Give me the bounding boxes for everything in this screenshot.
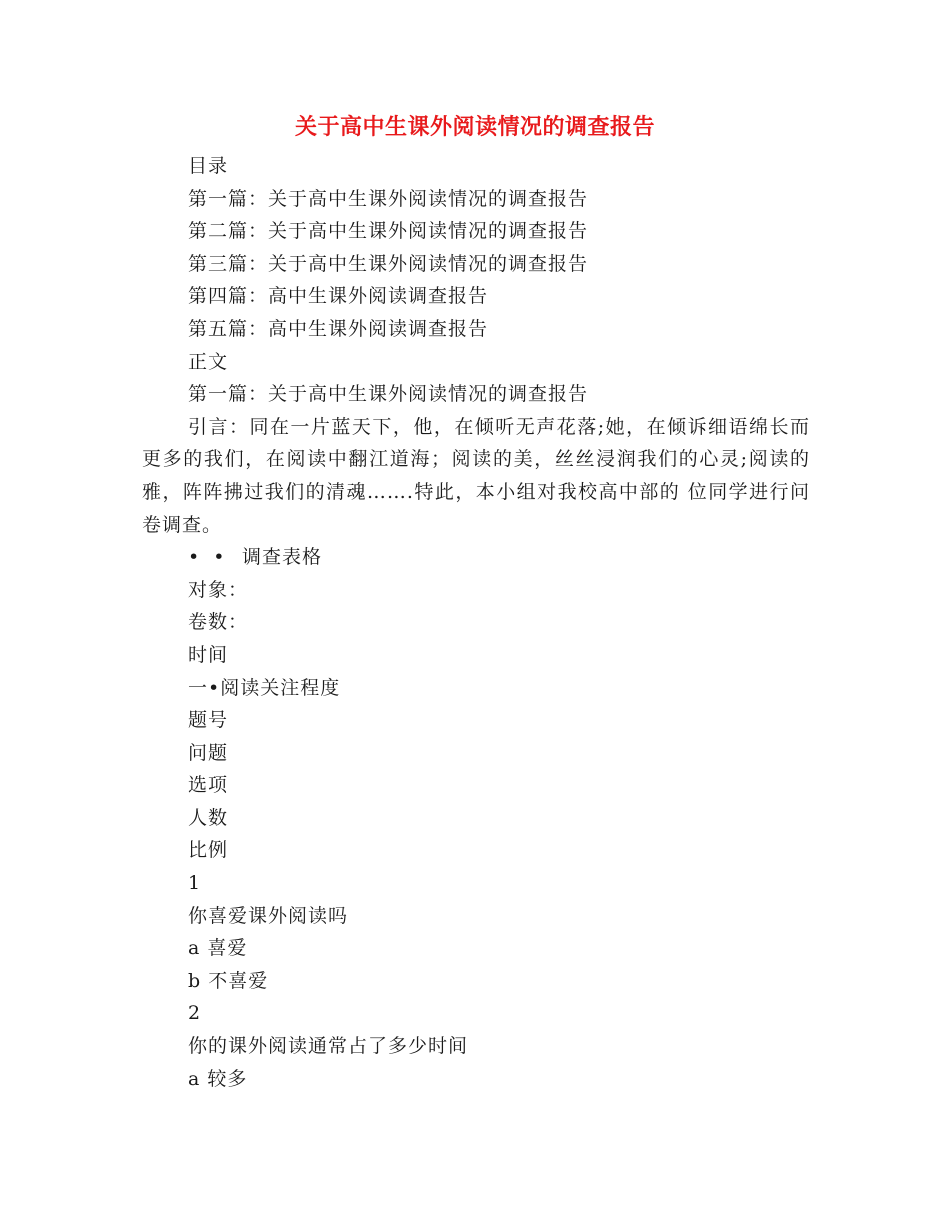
toc-item: 第三篇：关于高中生课外阅读情况的调查报告 bbox=[188, 252, 589, 275]
document-title: 关于高中生课外阅读情况的调查报告 bbox=[294, 114, 655, 140]
chapter-title: 第一篇：关于高中生课外阅读情况的调查报告 bbox=[188, 383, 589, 406]
survey-heading: 调查表格 bbox=[242, 546, 323, 569]
intro-paragraph: 引言：同在一片蓝天下，他，在倾听无声花落;她，在倾诉细语绵长而更多的我们，在阅读中翻江道海；阅读的美，丝丝浸润我们的心灵;阅读的雅，阵阵拂过我们的清魂…….特此，本小组对我校高中部的 位同学进行问卷调查。 bbox=[142, 415, 810, 536]
toc-heading: 目录 bbox=[188, 155, 229, 177]
question-option: a 较多 bbox=[188, 1067, 248, 1090]
question-option: a 喜爱 bbox=[188, 937, 248, 960]
table-header: 选项 bbox=[188, 774, 229, 797]
survey-heading-line bbox=[142, 541, 810, 574]
table-header: 题号 bbox=[188, 709, 229, 732]
body-heading: 正文 bbox=[188, 350, 229, 373]
question-option: b 不喜爱 bbox=[188, 969, 269, 992]
toc-item: 第二篇：关于高中生课外阅读情况的调查报告 bbox=[188, 220, 589, 243]
table-header: 比例 bbox=[188, 839, 229, 862]
section-heading: 一•阅读关注程度 bbox=[188, 676, 341, 699]
field-target: 对象： bbox=[188, 578, 249, 601]
question-number: 2 bbox=[188, 1002, 202, 1025]
field-count: 卷数： bbox=[188, 611, 249, 634]
question-text: 你的课外阅读通常占了多少时间 bbox=[188, 1035, 469, 1058]
question-text: 你喜爱课外阅读吗 bbox=[188, 904, 349, 927]
question-number: 1 bbox=[188, 872, 202, 895]
table-header: 人数 bbox=[188, 806, 229, 829]
table-header: 问题 bbox=[188, 741, 229, 764]
toc-item: 第五篇：高中生课外阅读调查报告 bbox=[188, 317, 489, 340]
field-time: 时间 bbox=[188, 643, 229, 666]
toc-item: 第四篇：高中生课外阅读调查报告 bbox=[188, 285, 489, 308]
bullet-glyphs: • • bbox=[188, 546, 229, 569]
toc-item: 第一篇：关于高中生课外阅读情况的调查报告 bbox=[188, 187, 589, 210]
document-body bbox=[142, 150, 810, 1095]
